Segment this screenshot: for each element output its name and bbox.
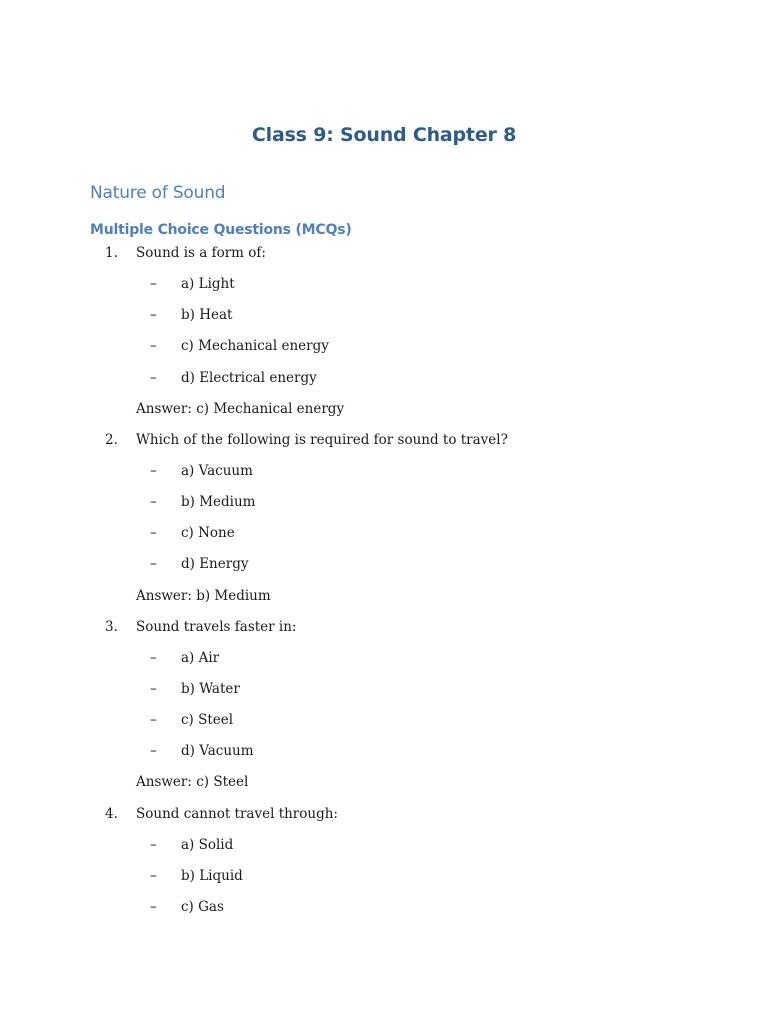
option-item	[0, 368, 768, 399]
option-item	[0, 710, 768, 741]
option-text: c) Gas	[181, 898, 224, 915]
option-item	[0, 741, 768, 772]
option-item	[0, 523, 768, 554]
question-item	[0, 243, 768, 274]
question-item	[0, 430, 768, 461]
option-marker: –	[150, 836, 157, 853]
answer-line	[0, 399, 768, 430]
option-text: a) Vacuum	[181, 462, 253, 479]
option-item	[0, 554, 768, 585]
option-item	[0, 866, 768, 897]
answer-text: Answer: c) Steel	[136, 774, 249, 791]
option-text: b) Water	[181, 680, 240, 697]
option-item	[0, 679, 768, 710]
question-list	[0, 243, 768, 928]
option-marker: –	[150, 898, 157, 915]
subsection-heading: Multiple Choice Questions (MCQs)	[90, 222, 352, 238]
option-text: c) Steel	[181, 712, 234, 729]
option-item	[0, 305, 768, 336]
answer-text: Answer: c) Mechanical energy	[136, 400, 345, 417]
option-marker: –	[150, 276, 157, 293]
answer-line	[0, 586, 768, 617]
section-heading: Nature of Sound	[90, 183, 226, 203]
question-number: 2.	[105, 431, 118, 448]
option-item	[0, 461, 768, 492]
option-text: c) None	[181, 525, 235, 542]
question-text: Sound travels faster in:	[136, 618, 297, 635]
option-marker: –	[150, 525, 157, 542]
option-item	[0, 897, 768, 928]
option-item	[0, 835, 768, 866]
option-marker: –	[150, 338, 157, 355]
option-item	[0, 648, 768, 679]
option-text: a) Solid	[181, 836, 234, 853]
option-marker: –	[150, 494, 157, 511]
answer-line	[0, 772, 768, 803]
question-number: 3.	[105, 618, 118, 635]
question-text: Sound is a form of:	[136, 245, 266, 261]
question-text: Which of the following is required for sound to travel?	[136, 431, 508, 448]
question-item	[0, 804, 768, 835]
option-marker: –	[150, 462, 157, 479]
option-text: c) Mechanical energy	[181, 338, 329, 355]
question-number: 1.	[105, 245, 118, 261]
option-marker: –	[150, 369, 157, 386]
option-marker: –	[150, 867, 157, 884]
option-marker: –	[150, 743, 157, 760]
answer-text: Answer: b) Medium	[136, 587, 271, 604]
option-text: a) Air	[181, 649, 220, 666]
option-text: b) Medium	[181, 494, 256, 511]
document-title: Class 9: Sound Chapter 8	[251, 124, 517, 146]
question-text: Sound cannot travel through:	[136, 805, 338, 822]
option-marker: –	[150, 556, 157, 573]
option-marker: –	[150, 307, 157, 324]
option-item	[0, 492, 768, 523]
question-item	[0, 617, 768, 648]
option-text: d) Vacuum	[181, 743, 254, 760]
question-number: 4.	[105, 805, 118, 822]
option-text: d) Electrical energy	[181, 369, 317, 386]
option-item	[0, 336, 768, 367]
option-text: d) Energy	[181, 556, 249, 573]
option-marker: –	[150, 712, 157, 729]
option-marker: –	[150, 649, 157, 666]
option-item	[0, 274, 768, 305]
option-marker: –	[150, 680, 157, 697]
option-text: b) Liquid	[181, 867, 243, 884]
option-text: a) Light	[181, 276, 235, 293]
option-text: b) Heat	[181, 307, 233, 324]
